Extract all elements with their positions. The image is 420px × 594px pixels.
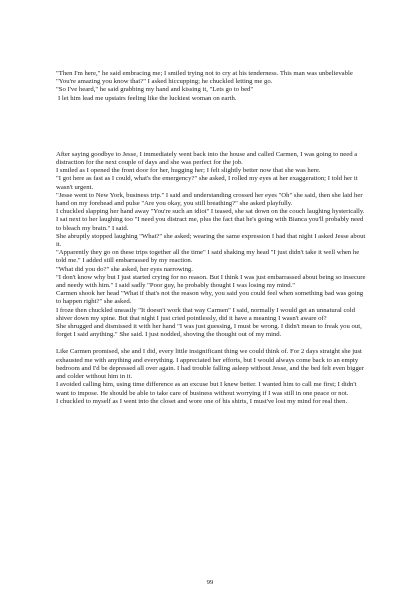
paragraph: "What did you do?" she asked, her eyes narrowing. (56, 265, 193, 273)
paragraph: Like Carmen promised, she and I did, every little insignificant thing we could think of. For 2 days straight she just exhausted me with anything and everything. I appreciated her efforts, but I would always come back to an empty bedroom and I'd be depressed all over again. I had trouble falling asleep without Jesse, and the bed felt even bigger and colder without him in it. (56, 348, 364, 381)
section-break (56, 103, 368, 151)
paragraph: I chuckled to myself as I went into the closet and wore one of his shirts, I must've lost my mind for real then. (56, 397, 348, 405)
paragraph: After saying goodbye to Jesse, I immediately went back into the house and called Carmen, I was going to need a distraction for the next couple of days and she was perfect for the job. (56, 150, 358, 167)
section-2 (56, 151, 368, 340)
paragraph: I froze then chuckled uneasily "It doesn't work that way Carmen" I said, normally I would get an unnatural cold shiver down my spine. But that night I just cried pointlessly, did it have a meaning I wasn't aware of? (56, 306, 355, 322)
paragraph: I sat next to her laughing too "I need you distract me, plus the fact that he's going with Bianca you'll probably need to bleach my brain." I said. (56, 216, 364, 232)
paragraph: I let him lead me upstairs feeling like the luckiest woman on earth. (58, 94, 237, 102)
paragraph: She abruptly stopped laughing "What?" she asked; wearing the same expression I had that night I asked Jesse about it. (56, 232, 366, 249)
paragraph: I chuckled slapping her hand away "You're such an idiot" I teased, she sat down on the couch laughing hysterically. (56, 208, 365, 216)
page-number: 99 (206, 578, 214, 586)
paragraph: "You're amazing you know that?" I asked hiccupping; he chuckled letting me go. (56, 78, 273, 86)
paragraph: She shrugged and dismissed it with her hand "I was just guessing, I must be wrong. I didn't mean to freak you out, forget I said anything." She said. I just nodded, shoving the thought out of my mind. (56, 323, 362, 339)
paragraph: "Then I'm here," he said embracing me; I smiled trying not to cry at his tenderness. This man was unbelievable (56, 70, 353, 77)
paragraph: "I got here as fast as I could, what's the emergency?" she asked, I rolled my eyes at her exaggeration; I told her it wasn't urgent. (56, 175, 358, 191)
section-break (56, 339, 368, 348)
paragraph: "So I've heard," he said grabbing my hand and kissing it, "Lets go to bed" (56, 86, 254, 94)
section-1 (56, 70, 368, 103)
paragraph: I avoided calling him, using time difference as an excuse but I knew better. I wanted him to call me first; I didn't want to impose. He should be able to take care of business without worrying if I was still in one peace or not. (56, 381, 357, 397)
section-3 (56, 348, 368, 405)
paragraph: "I don't know why but I just started crying for no reason. But I think I was just embarrassed about being so insecure and needy with him." I said sadly "Poor guy, he probably thought I was losing my mind." (56, 273, 366, 290)
paragraph: I smiled as I opened the front door for her, hugging her; I felt slightly better now that she was here. (56, 167, 321, 175)
paragraph: "Apparently they go on these trips together all the time" I said shaking my head "I just didn't take it well when he told me." I added still embarrassed by my reaction. (56, 249, 360, 265)
paragraph: Carmen shook her head "What if that's not the reason why, you said you could feel when something bad was going to happen right?" she asked. (56, 290, 364, 306)
paragraph: "Jesse went to New York, business trip." I said and understanding crossed her eyes "Oh" she said, then she laid her hand on my forehead and pulse "Are you okay, you still breathing?" she asked playfully. (56, 191, 363, 208)
